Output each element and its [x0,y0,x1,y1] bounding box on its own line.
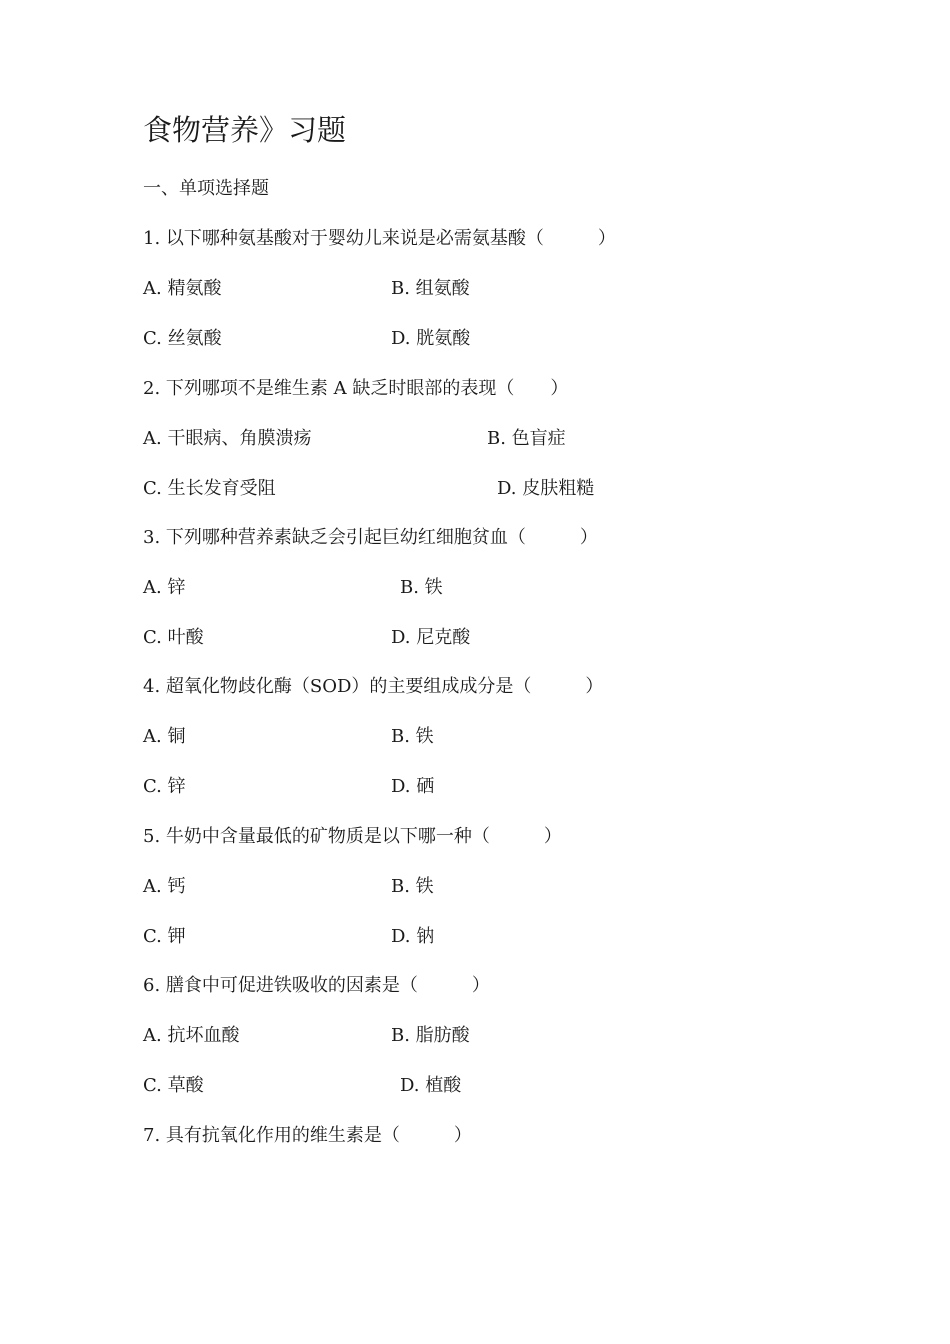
question-5-option-c: C. 钾 [143,926,186,947]
question-6-option-a: A. 抗坏血酸 [143,1025,240,1046]
question-4-option-b: B. 铁 [391,726,434,747]
question-7-stem: 7. 具有抗氧化作用的维生素是（ ） [143,1125,472,1146]
question-5-option-d: D. 钠 [391,926,435,947]
question-5-option-b: B. 铁 [391,876,434,897]
question-2-option-d: D. 皮肤粗糙 [497,478,595,499]
question-2-stem: 2. 下列哪项不是维生素 A 缺乏时眼部的表现（ ） [143,378,569,399]
question-5-option-a: A. 钙 [143,876,186,897]
question-4-option-a: A. 铜 [143,726,186,747]
question-1-option-d: D. 胱氨酸 [391,328,471,349]
question-2-option-c: C. 生长发育受阻 [143,478,276,499]
question-2-option-a: A. 干眼病、角膜溃疡 [143,428,312,449]
question-4-option-d: D. 硒 [391,776,435,797]
document-title: 食物营养》习题 [143,113,347,147]
question-3-option-c: C. 叶酸 [143,627,204,648]
question-1-option-c: C. 丝氨酸 [143,328,222,349]
question-6-option-d: D. 植酸 [400,1075,462,1096]
question-4-stem: 4. 超氧化物歧化酶（SOD）的主要组成成分是（ ） [143,676,604,697]
question-3-stem: 3. 下列哪种营养素缺乏会引起巨幼红细胞贫血（ ） [143,527,598,548]
question-3-option-d: D. 尼克酸 [391,627,471,648]
question-5-stem: 5. 牛奶中含量最低的矿物质是以下哪一种（ ） [143,826,562,847]
question-6-option-b: B. 脂肪酸 [391,1025,470,1046]
question-2-option-b: B. 色盲症 [487,428,566,449]
question-1-option-b: B. 组氨酸 [391,278,470,299]
question-3-option-b: B. 铁 [400,577,443,598]
question-6-stem: 6. 膳食中可促进铁吸收的因素是（ ） [143,975,490,996]
question-1-option-a: A. 精氨酸 [143,278,222,299]
question-6-option-c: C. 草酸 [143,1075,204,1096]
question-1-stem: 1. 以下哪种氨基酸对于婴幼儿来说是必需氨基酸（ ） [143,228,616,249]
question-4-option-c: C. 锌 [143,776,186,797]
question-3-option-a: A. 锌 [143,577,186,598]
section-heading: 一、单项选择题 [143,178,269,199]
